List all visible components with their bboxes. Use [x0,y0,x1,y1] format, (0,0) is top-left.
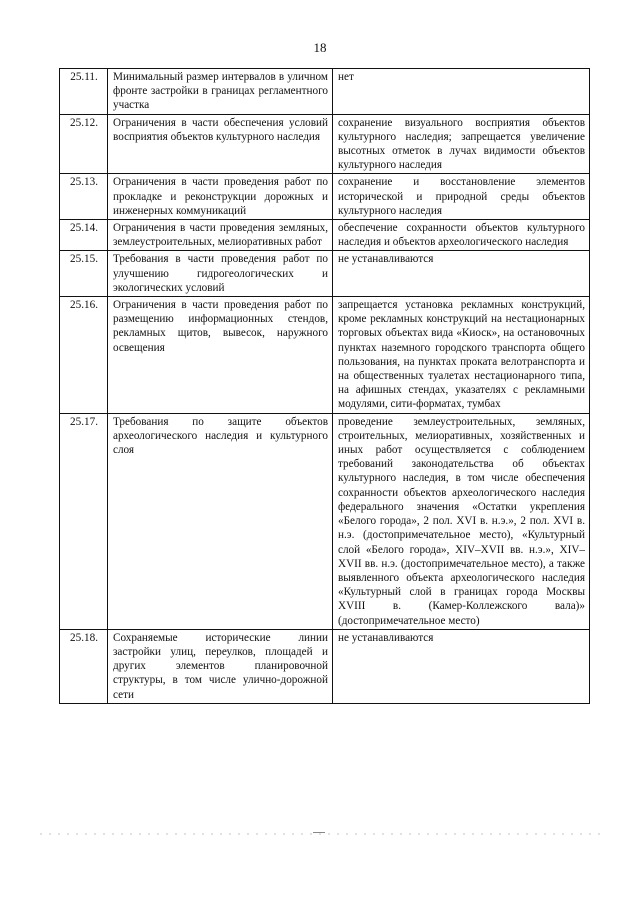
table-row [60,251,590,297]
table-row [60,413,590,629]
row-number: 25.11. [60,69,108,115]
row-number: 25.17. [60,413,108,629]
table-row [60,174,590,220]
row-number: 25.15. [60,251,108,297]
row-parameter: Ограничения в части обеспечения условий восприятия объектов культурного наследия [108,114,333,174]
row-value: не устанавливаются [333,629,590,703]
row-value: нет [333,69,590,115]
scan-artifact-dash [313,832,325,833]
row-parameter: Ограничения в части проведения работ по размещению информационных стендов, рекламных щитов, вывесок, наружного освещения [108,297,333,414]
row-parameter: Сохраняемые исторические линии застройки улиц, переулков, площадей и других элементов планировочной структуры, в том числе улично-дорожной сети [108,629,333,703]
row-number: 25.12. [60,114,108,174]
table-row [60,629,590,703]
row-value: сохранение и восстановление элементов исторической и природной среды объектов культурного наследия [333,174,590,220]
row-number: 25.16. [60,297,108,414]
row-value: сохранение визуального восприятия объектов культурного наследия; запрещается увеличение высотных отметок в лучах видимости объектов культурного наследия [333,114,590,174]
row-parameter: Требования в части проведения работ по улучшению гидрогеологических и экологических условий [108,251,333,297]
row-parameter: Минимальный размер интервалов в уличном фронте застройки в границах регламентного участка [108,69,333,115]
row-parameter: Ограничения в части проведения земляных, землеустроительных, мелиоративных работ [108,220,333,251]
table-row [60,220,590,251]
regulation-table [59,68,590,704]
row-value: обеспечение сохранности объектов культурного наследия и объектов археологического наследия [333,220,590,251]
row-number: 25.13. [60,174,108,220]
table-row [60,69,590,115]
row-value: запрещается установка рекламных конструкций, кроме рекламных конструкций на нестационарных торговых объектах вида «Киоск», на остановочных пунктах наземного городского транспорта общего пользования, на пунктах проката велотранспорта и на общественных туалетах нестационарного типа, на афишных стендах, указателях с рекламными модулями, сити-форматах, тумбах [333,297,590,414]
row-number: 25.18. [60,629,108,703]
table-row [60,297,590,414]
row-value: проведение землеустроительных, земляных, строительных, мелиоративных, хозяйственных и иных работ осуществляется с соблюдением требований законодательства об объектах культурного наследия, в том числе обеспечения сохранности объектов археологического наследия федерального значения «Остатки укрепления «Белого города», 2 пол. XVI в. н.э.», 2 пол. XVI в. н.э. (достопримечательное место), «Культурный слой «Белого города», XIV–XVII вв. н.э.», XIV–XVII вв. н.э. (достопримечательное место), а также выявленного объекта археологического наследия «Культурный слой в границах города Москвы XVIII в. (Камер-Коллежского вала)» (достопримечательное место) [333,413,590,629]
page-number: 18 [313,40,327,55]
table-row [60,114,590,174]
row-parameter: Требования по защите объектов археологического наследия и культурного слоя [108,413,333,629]
row-parameter: Ограничения в части проведения работ по прокладке и реконструкции дорожных и инженерных коммуникаций [108,174,333,220]
row-number: 25.14. [60,220,108,251]
scan-artifact-dots [40,833,600,835]
row-value: не устанавливаются [333,251,590,297]
